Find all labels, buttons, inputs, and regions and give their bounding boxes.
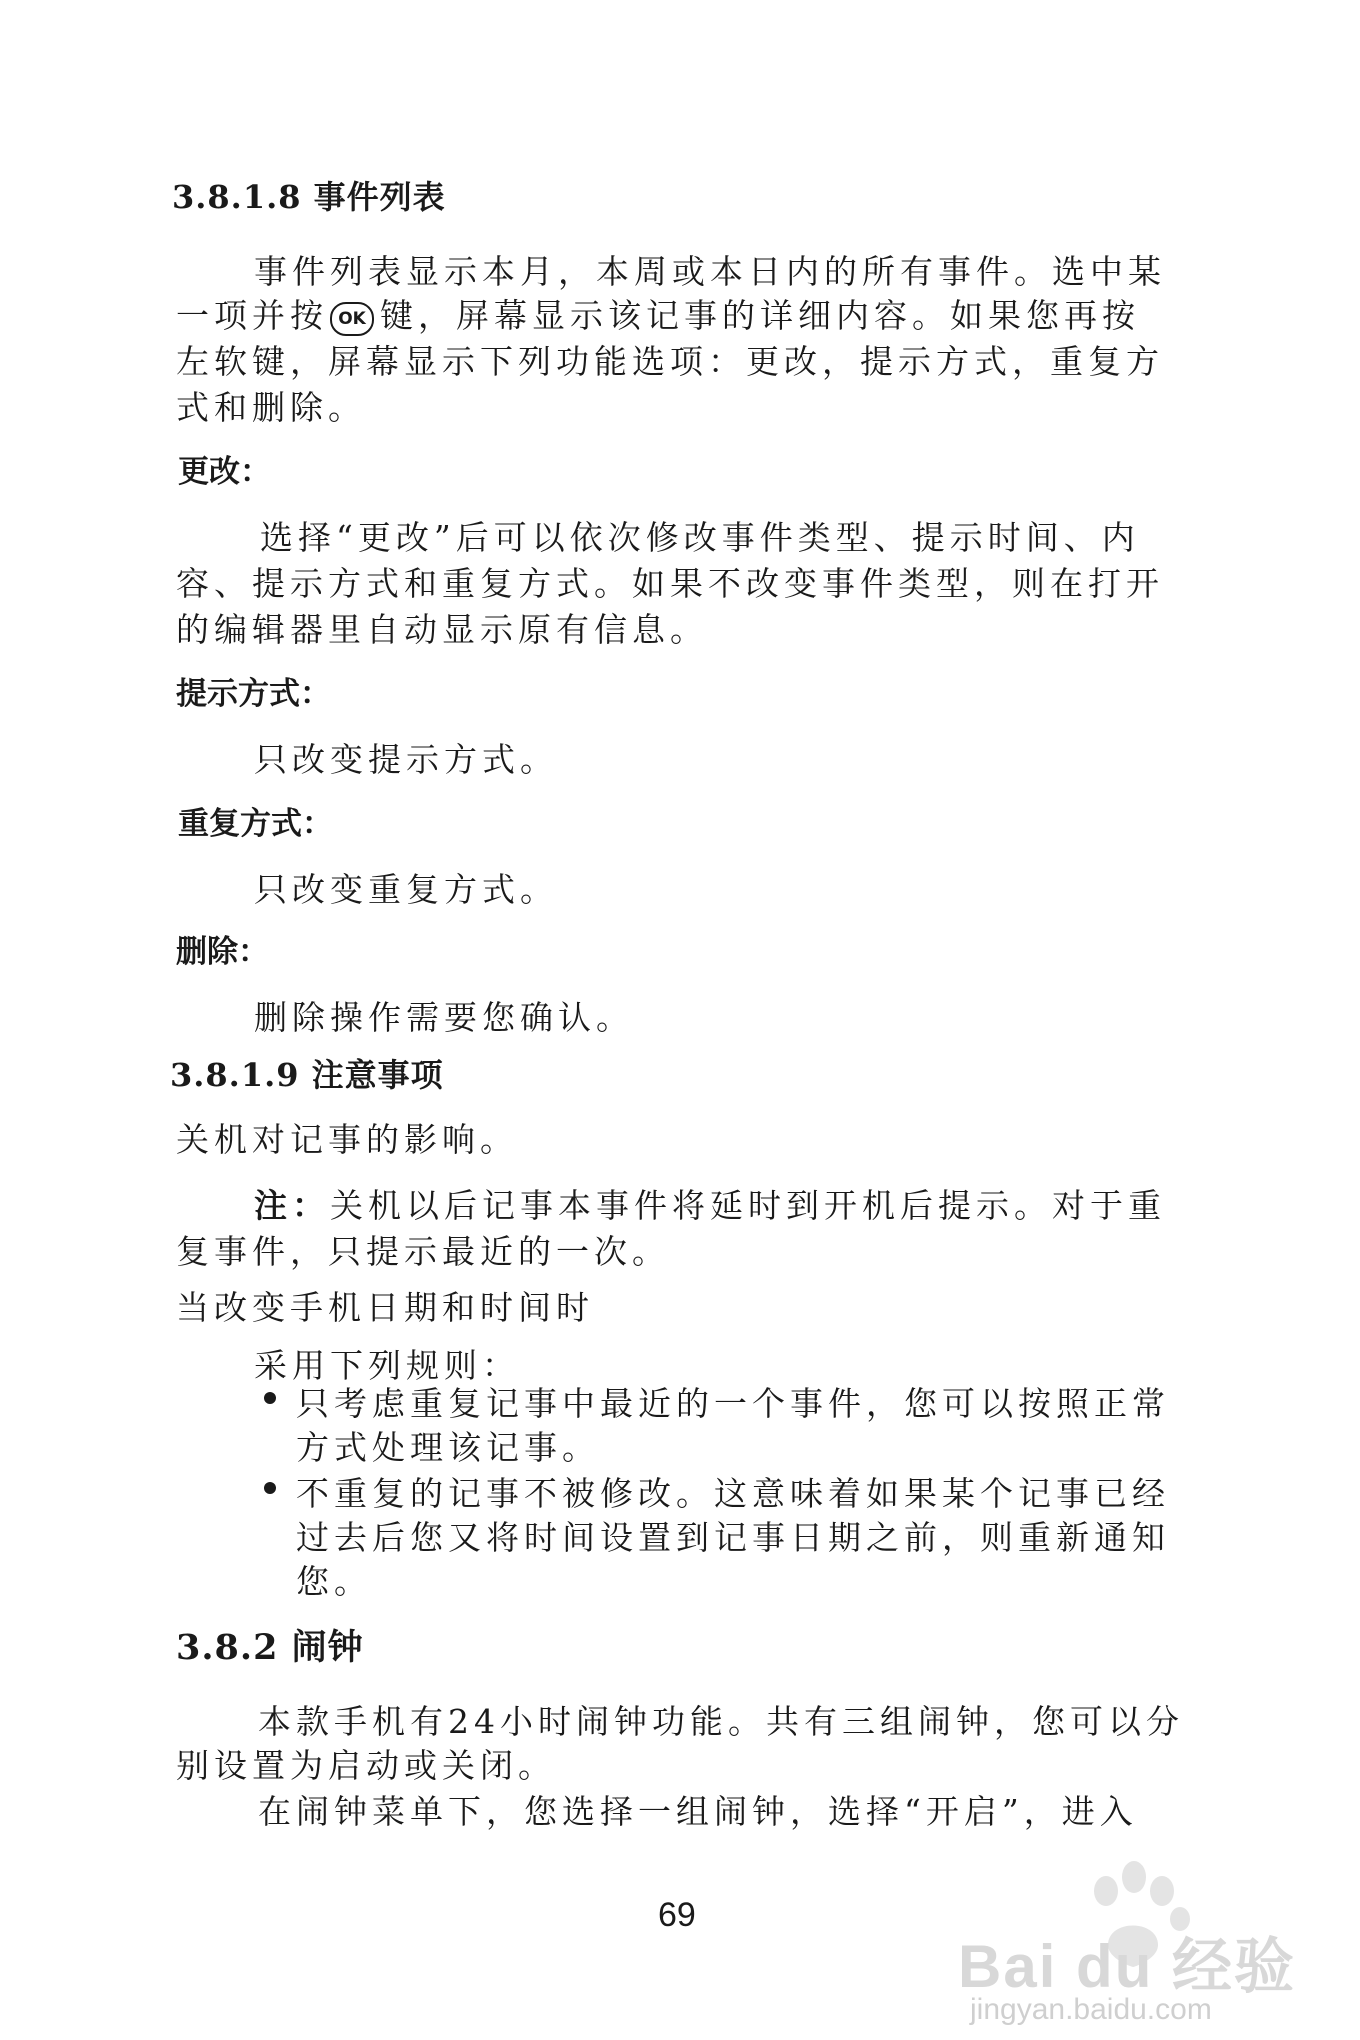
note-text: 关机以后记事本事件将延时到开机后提示。对于重: [330, 1186, 1166, 1225]
paragraph-line: 删除操作需要您确认。: [254, 998, 634, 1037]
watermark-brand: Bai du 经验: [958, 1933, 1297, 2000]
note-label: 注：: [254, 1186, 330, 1225]
subheading-repeat-mode: 重复方式：: [178, 806, 333, 842]
section-heading-notes: 3.8.1.9 注意事项: [170, 1056, 444, 1094]
list-item-line: 方式处理该记事。: [296, 1428, 600, 1467]
list-item-line: 不重复的记事不被修改。这意味着如果某个记事已经: [296, 1474, 1170, 1513]
paragraph-line: 事件列表显示本月，本周或本日内的所有事件。选中某: [254, 252, 1166, 291]
paragraph-line: 当改变手机日期和时间时: [176, 1288, 594, 1327]
note-line: 复事件，只提示最近的一次。: [176, 1232, 670, 1271]
watermark-url: jingyan.baidu.com: [970, 1993, 1212, 2026]
subheading-change: 更改：: [178, 454, 271, 490]
paragraph-line: 关机对记事的影响。: [176, 1120, 518, 1159]
paragraph-line: 的编辑器里自动显示原有信息。: [176, 610, 708, 649]
paragraph-line: 别设置为启动或关闭。: [176, 1746, 556, 1785]
section-heading-event-list: 3.8.1.8 事件列表: [172, 178, 446, 216]
paragraph-line: 只改变重复方式。: [254, 870, 558, 909]
paragraph-line: [176, 290, 1140, 337]
subheading-alert-mode: 提示方式：: [176, 676, 331, 712]
watermark: [958, 1835, 1328, 2035]
note-line: [254, 1180, 1166, 1227]
paragraph-line: 只改变提示方式。: [254, 740, 558, 779]
paragraph-text: 一项并按: [176, 296, 328, 335]
ok-key-icon: OK: [330, 302, 374, 336]
paragraph-line: 左软键，屏幕显示下列功能选项：更改，提示方式，重复方: [176, 342, 1164, 381]
bullet-icon: [264, 1482, 276, 1494]
list-item-line: 您。: [296, 1562, 372, 1601]
paragraph-text: 键，屏幕显示该记事的详细内容。如果您再按: [380, 296, 1140, 335]
list-item-line: 过去后您又将时间设置到记事日期之前，则重新通知: [296, 1518, 1170, 1557]
paragraph-line: 本款手机有24小时闹钟功能。共有三组闹钟，您可以分: [258, 1702, 1184, 1741]
paragraph-line: 容、提示方式和重复方式。如果不改变事件类型，则在打开: [176, 564, 1164, 603]
page-number: 69: [658, 1896, 696, 1934]
list-item-line: 只考虑重复记事中最近的一个事件，您可以按照正常: [296, 1384, 1170, 1423]
bullet-icon: [264, 1392, 276, 1404]
section-heading-alarm: 3.8.2 闹钟: [176, 1627, 364, 1668]
paragraph-line: 在闹钟菜单下，您选择一组闹钟，选择“开启”，进入: [258, 1792, 1138, 1831]
paragraph-line: 采用下列规则：: [254, 1346, 520, 1385]
paragraph-line: 选择“更改”后可以依次修改事件类型、提示时间、内: [260, 518, 1140, 557]
paragraph-line: 式和删除。: [176, 388, 366, 427]
subheading-delete: 删除：: [176, 934, 269, 970]
